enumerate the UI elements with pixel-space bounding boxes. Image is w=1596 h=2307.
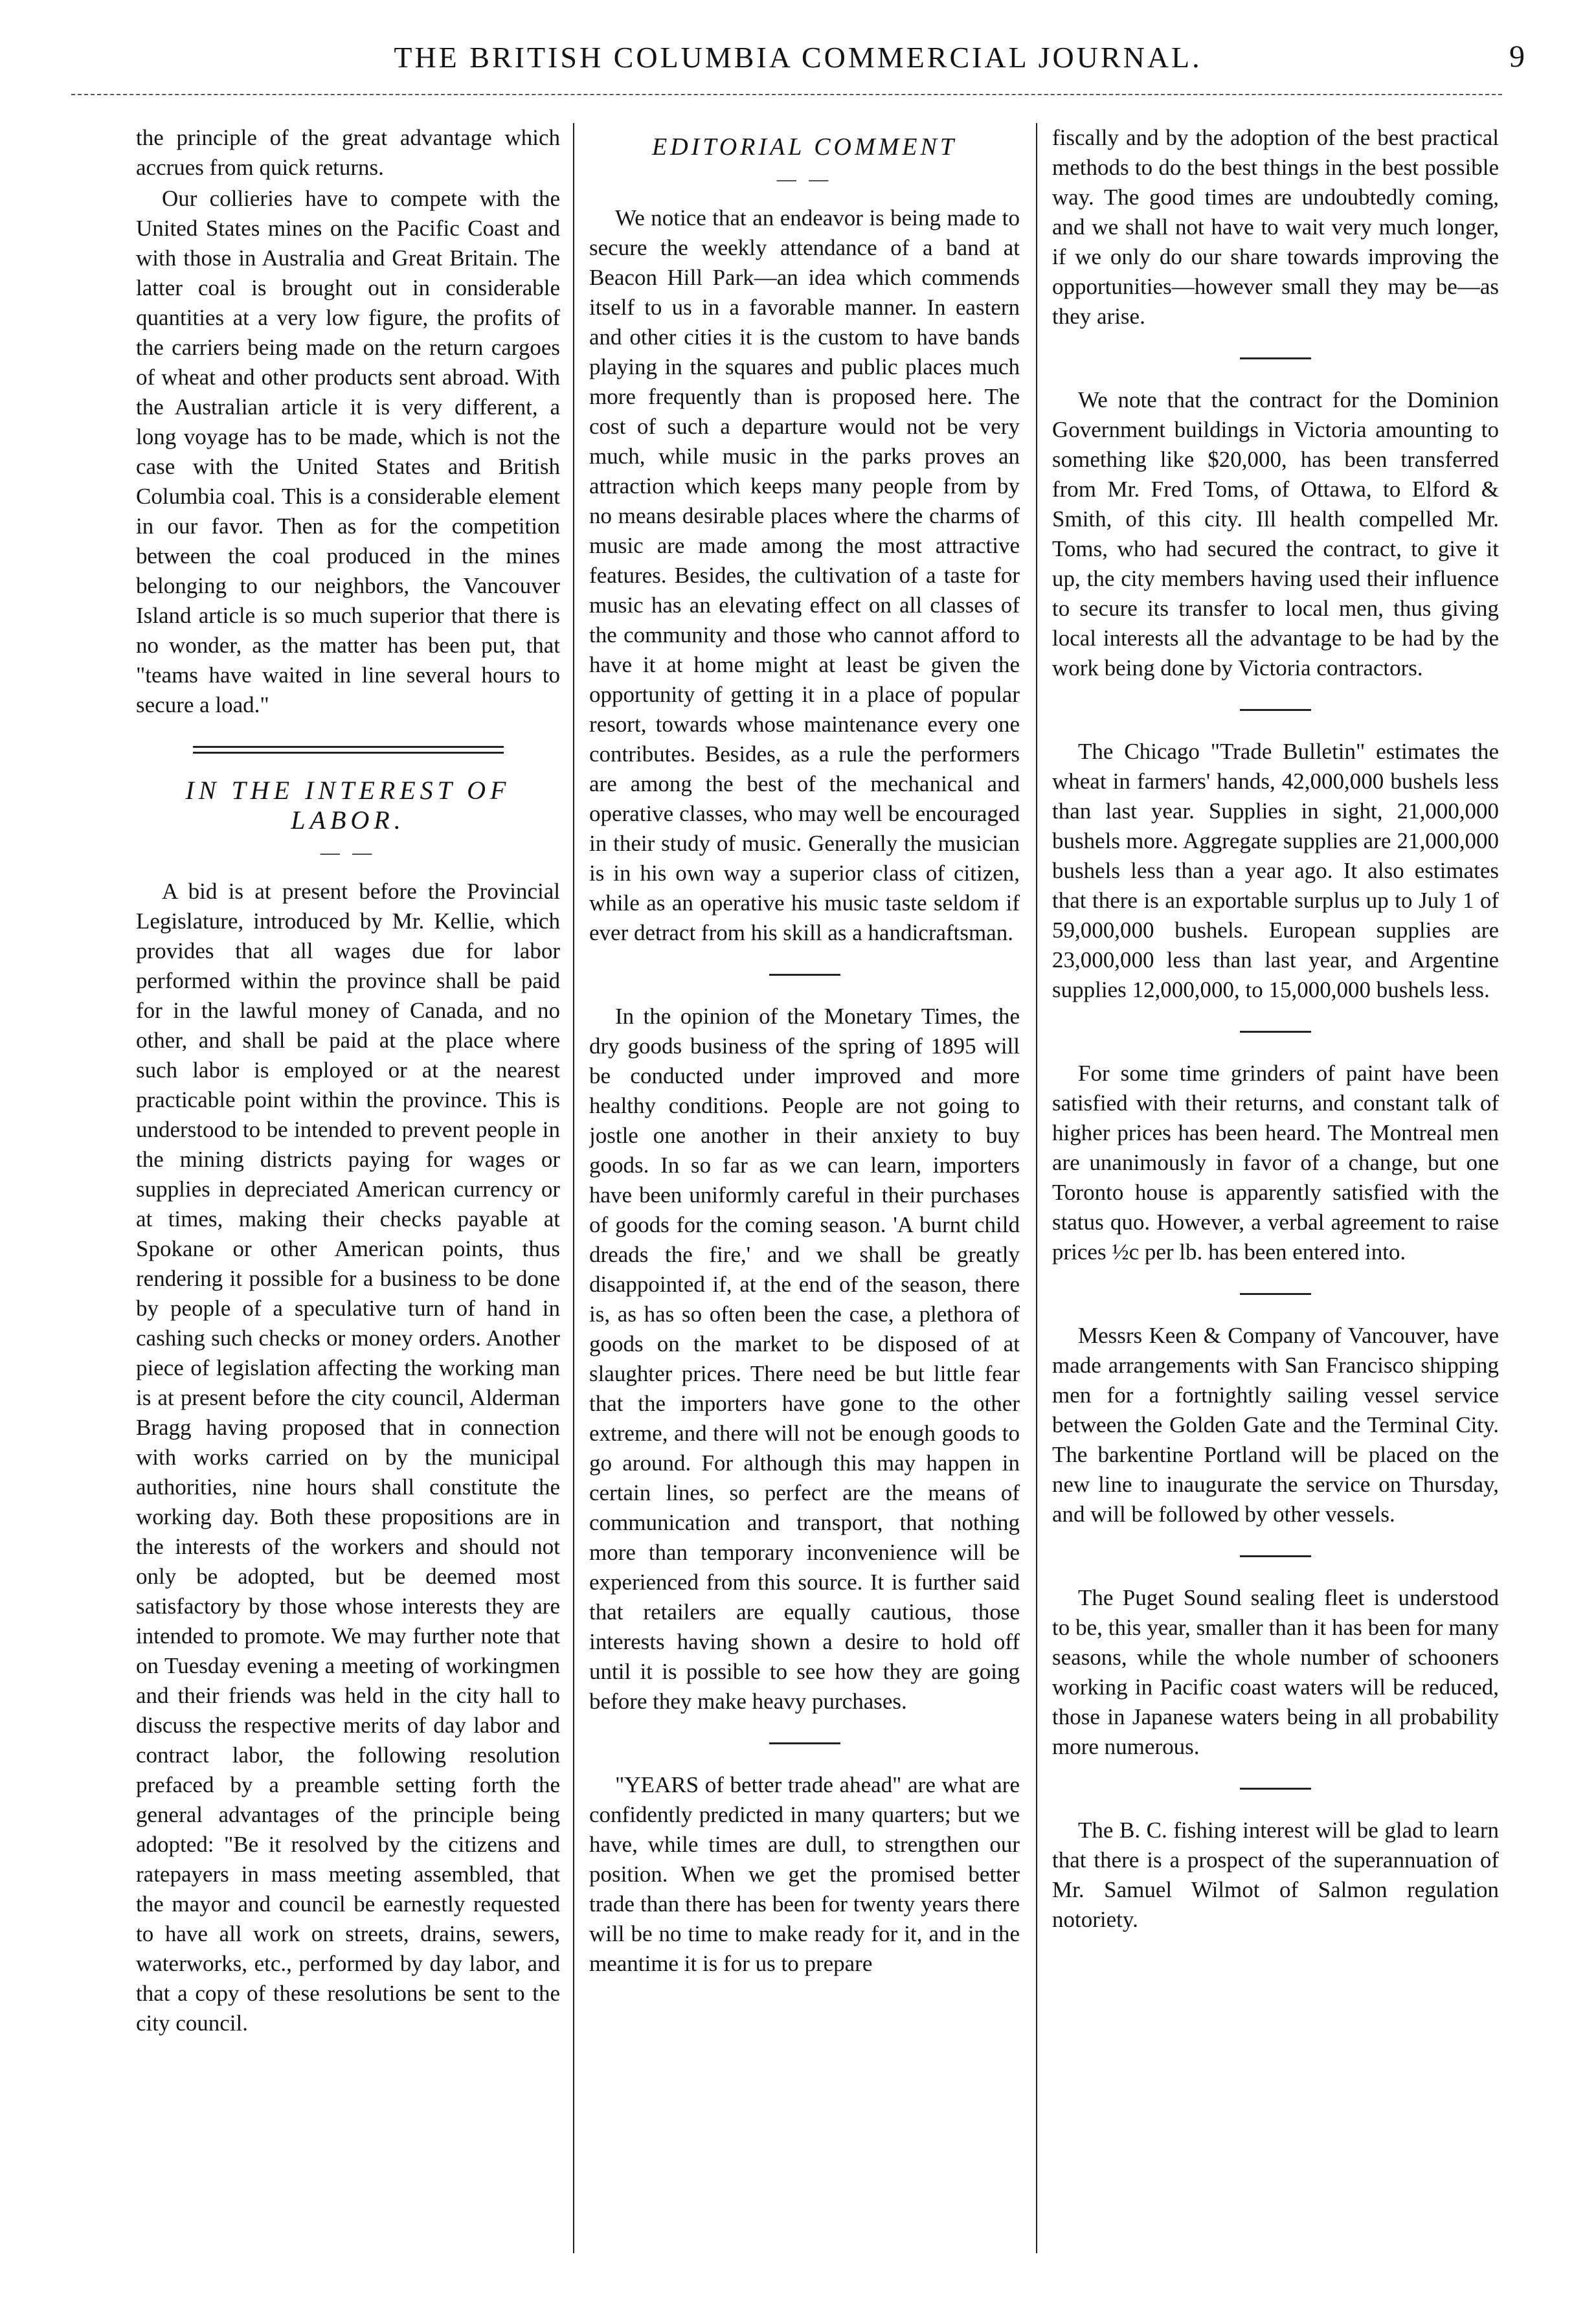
item-separator	[1240, 1788, 1311, 1790]
section-heading-editorial: EDITORIAL COMMENT	[651, 133, 957, 161]
article-paragraph: the principle of the great advantage which accrues from quick returns.	[136, 125, 560, 180]
heading-dash: — —	[320, 842, 376, 863]
page-number: 9	[1509, 39, 1525, 74]
section-separator	[193, 746, 504, 754]
article-paragraph: A bid is at present before the Provincial Legislature, introduced by Mr. Kellie, which provides that all wages due for labor performed within the province shall be paid for in the lawful money of Canada, and no other, and shall be paid at the place where such labor is employed or at the nearest practicable point within the province. This is understood to be intended to prevent people in the mining districts paying for wages or supplies in depreciated American currency or at times, making their checks payable at Spokane or other American points, thus rendering it possible for a business to be done by people of a speculative turn of hand in cashing such checks or money orders. Another piece of legislation affecting the working man is at present before the city council, Alderman Bragg having proposed that in connection with works carried on by the municipal authorities, nine hours shall constitute the working day. Both these propositions are in the interests of the workers and should not only be adopted, but be deemed most satisfactory by those whose interests they are intended to promote. We may further note that on Tuesday evening a meeting of workingmen and their friends was held in the city hall to discuss the respective merits of day labor and contract labor, the following resolution prefaced by a preamble setting forth the general advantages of the principle being adopted: "Be it resolved by the citizens and ratepayers in mass meeting assembled, that the mayor and council be earnestly requested to have all work on streets, drains, sewers, waterworks, etc., performed by day labor, and that a copy of these resolutions be sent to the city council.	[136, 879, 560, 2036]
article-paragraph: Our collieries have to compete with the United States mines on the Pacific Coast and with those in Australia and Great Britain. The latter coal is brought out in considerable quantities at a very low figure, the profits of the carriers being made on the return cargoes of wheat and other products sent abroad. With the Australian article it is very different, a long voyage has to be made, which is not the case with the United States and British Columbia coal. This is a considerable element in our favor. Then as for the competition between the coal produced in the mines belonging to our neighbors, the Vancouver Island article is so much superior that there is no wonder, as the matter has been put, that "teams have waited in line several hours to secure a load."	[136, 186, 560, 717]
article-paragraph: Messrs Keen & Company of Vancouver, have made arrangements with San Francisco shipping men for a fortnightly sailing vessel service between the Golden Gate and the Terminal City. The barkentine Portland will be placed on the new line to inaugurate the service on Thursday, and will be followed by other vessels.	[1052, 1323, 1499, 1527]
article-paragraph: The Puget Sound sealing fleet is understood to be, this year, smaller than it has been for many seasons, while the whole number of schooners working in Pacific coast waters will be reduced, those in Japanese waters being in all probability more numerous.	[1052, 1585, 1499, 1759]
article-paragraph: The Chicago "Trade Bulletin" estimates the wheat in farmers' hands, 42,000,000 bushels less than last year. Supplies in sight, 21,000,000 bushels more. Aggregate supplies are 21,000,000 bushels less than a year ago. It also estimates that there is an exportable surplus up to July 1 of 59,000,000 bushels. European supplies are 23,000,000 less than last year, and Argentine supplies 12,000,000, to 15,000,000 bushels less.	[1052, 739, 1499, 1002]
column-divider	[573, 123, 574, 2253]
item-separator	[1240, 1555, 1311, 1557]
item-separator	[1240, 1031, 1311, 1033]
item-separator	[769, 1742, 840, 1744]
journal-title: THE BRITISH COLUMBIA COMMERCIAL JOURNAL.	[394, 41, 1202, 74]
article-paragraph: We note that the contract for the Dominion Government buildings in Victoria amounting to something like $20,000, has been transferred from Mr. Fred Toms, of Ottawa, to Elford & Smith, of this city. Ill health compelled Mr. Toms, who had secured the contract, to give it up, the city members having used their influence to secure its transfer to local men, thus giving local interests all the advantage to be had by the work being done by Victoria contractors.	[1052, 387, 1499, 681]
section-heading-labor: IN THE INTEREST OF LABOR.	[185, 776, 511, 835]
article-paragraph: The B. C. fishing interest will be glad to learn that there is a prospect of the superannuation of Mr. Samuel Wilmot of Salmon regulation notoriety.	[1052, 1817, 1499, 1932]
item-separator	[1240, 357, 1311, 359]
page-header	[0, 0, 1596, 97]
column-1	[136, 123, 560, 2260]
item-separator	[769, 974, 840, 976]
article-paragraph: In the opinion of the Monetary Times, the dry goods business of the spring of 1895 will be conducted under improved and more healthy conditions. People are not going to jostle one another in their anxiety to buy goods. In so far as we can learn, importers have been uniformly careful in their purchases of goods for the coming season. 'A burnt child dreads the fire,' and we shall be greatly disappointed if, at the end of the season, there is, as has so often been the case, a plethora of goods on the market to be disposed of at slaughter prices. There need be but little fear that the importers have gone to the other extreme, and there will not be enough goods to go around. For although this may happen in certain lines, so perfect are the means of communication and transport, that nothing more than temporary inconvenience will be experienced from this source. It is further said that retailers are equally cautious, those interests having shown a desire to hold off until it is possible to see how they are going before they make heavy purchases.	[589, 1004, 1020, 1714]
item-separator	[1240, 1293, 1311, 1295]
column-2	[589, 123, 1020, 2260]
heading-dash: — —	[776, 168, 833, 190]
article-paragraph: "YEARS of better trade ahead" are what are confidently predicted in many quarters; but we have, while times are dull, to strengthen our position. When we get the promised better trade than there has been for twenty years there will be no time to make ready for it, and in the meantime it is for us to prepare	[589, 1772, 1020, 1976]
article-paragraph: We notice that an endeavor is being made to secure the weekly attendance of a band at Beacon Hill Park—an idea which commends itself to us in a favorable manner. In eastern and other cities it is the custom to have bands playing in the squares and public places much more frequently than is proposed here. The cost of such a departure would not be very much, while music in the parks proves an attraction which keeps many people from by no means desirable places where the charms of music are made among the most attractive features. Besides, the cultivation of a taste for music has an elevating effect on all classes of the community and those who cannot afford to have it at home might at least be given the opportunity of getting it in a place of popular resort, towards whose maintenance every one contributes. Besides, as a rule the performers are among the best of the mechanical and operative classes, who may well be encouraged in their study of music. Generally the musician is in his own way a superior class of citizen, while as an operative his music taste seldom if ever detract from his skill as a handicraftsman.	[589, 205, 1020, 945]
article-paragraph: fiscally and by the adoption of the best practical methods to do the best things in the best possible way. The good times are undoubtedly coming, and we shall not have to wait very much longer, if we only do our share towards improving the opportunities—however small they may be—as they arise.	[1052, 125, 1499, 329]
article-paragraph: For some time grinders of paint have been satisfied with their returns, and constant talk of higher prices has been heard. The Montreal men are unanimously in favor of a change, but one Toronto house is apparently satisfied with the status quo. However, a verbal agreement to raise prices ½c per lb. has been entered into.	[1052, 1061, 1499, 1265]
column-3	[1052, 123, 1499, 2260]
item-separator	[1240, 709, 1311, 711]
column-divider	[1036, 123, 1037, 2253]
header-rule	[71, 94, 1502, 95]
